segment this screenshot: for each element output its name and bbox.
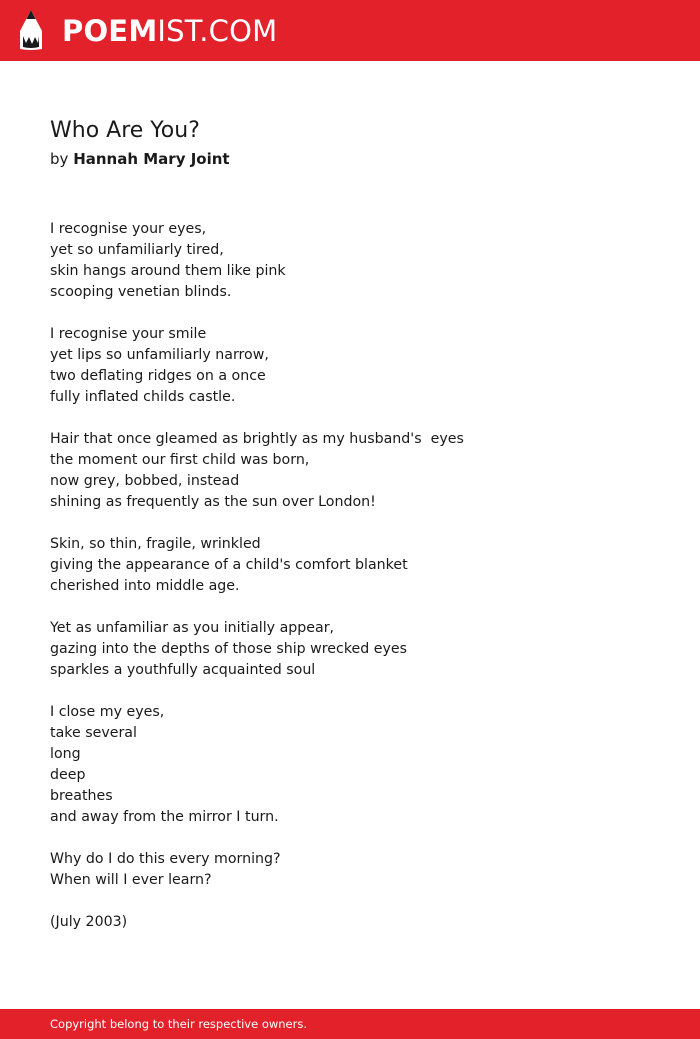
site-header bbox=[0, 0, 700, 61]
poem-line: Hair that once gleamed as brightly as my husband's eyes bbox=[50, 431, 464, 447]
poem-line: fully inflated childs castle. bbox=[50, 389, 236, 405]
poem-stanza bbox=[50, 849, 650, 891]
poem-line: yet so unfamiliarly tired, bbox=[50, 242, 224, 258]
poem-line: sparkles a youthfully acquainted soul bbox=[50, 662, 316, 678]
poem-line: Why do I do this every morning? bbox=[50, 851, 281, 867]
poem-line: take several bbox=[50, 725, 137, 741]
poem-line: deep bbox=[50, 767, 86, 783]
poem-line: gazing into the depths of those ship wrecked eyes bbox=[50, 641, 408, 657]
poem-line: yet lips so unfamiliarly narrow, bbox=[50, 347, 269, 363]
poem-line: scooping venetian blinds. bbox=[50, 284, 232, 300]
poem-author: Hannah Mary Joint bbox=[73, 150, 230, 168]
poem-stanza bbox=[50, 912, 650, 933]
poem-line: I recognise your smile bbox=[50, 326, 207, 342]
poem-line: I recognise your eyes, bbox=[50, 221, 207, 237]
poem-line: shining as frequently as the sun over London! bbox=[50, 494, 376, 510]
by-label: by bbox=[50, 150, 69, 168]
poem-byline bbox=[50, 148, 230, 170]
poem-line: now grey, bobbed, instead bbox=[50, 473, 240, 489]
poem-line: the moment our first child was born, bbox=[50, 452, 310, 468]
copyright-text: Copyright belong to their respective owners. bbox=[50, 1017, 308, 1031]
poem-stanza bbox=[50, 618, 650, 681]
poem-line: long bbox=[50, 746, 81, 762]
site-logo-text[interactable] bbox=[62, 11, 277, 51]
poem-line: cherished into middle age. bbox=[50, 578, 240, 594]
poem-line: giving the appearance of a child's comfort blanket bbox=[50, 557, 408, 573]
poem-line: Yet as unfamiliar as you initially appear, bbox=[50, 620, 335, 636]
poem-line: Skin, so thin, fragile, wrinkled bbox=[50, 536, 261, 552]
logo-text-bold: POEM bbox=[62, 14, 158, 48]
poem-line: breathes bbox=[50, 788, 113, 804]
poem-line: and away from the mirror I turn. bbox=[50, 809, 279, 825]
logo-text-light: IST.COM bbox=[157, 14, 278, 48]
site-footer bbox=[0, 1009, 700, 1039]
poem-line: skin hangs around them like pink bbox=[50, 263, 286, 279]
poem-line: two deflating ridges on a once bbox=[50, 368, 266, 384]
poem-stanza bbox=[50, 324, 650, 408]
pencil-tip-icon[interactable] bbox=[17, 9, 45, 51]
poem-line: I close my eyes, bbox=[50, 704, 165, 720]
poem-stanza bbox=[50, 702, 650, 828]
poem-title: Who Are You? bbox=[50, 118, 200, 143]
poem-body bbox=[50, 219, 650, 954]
poem-line: When will I ever learn? bbox=[50, 872, 212, 888]
poem-stanza bbox=[50, 534, 650, 597]
poem-stanza bbox=[50, 219, 650, 303]
poem-stanza bbox=[50, 429, 650, 513]
poem-line: (July 2003) bbox=[50, 914, 128, 930]
